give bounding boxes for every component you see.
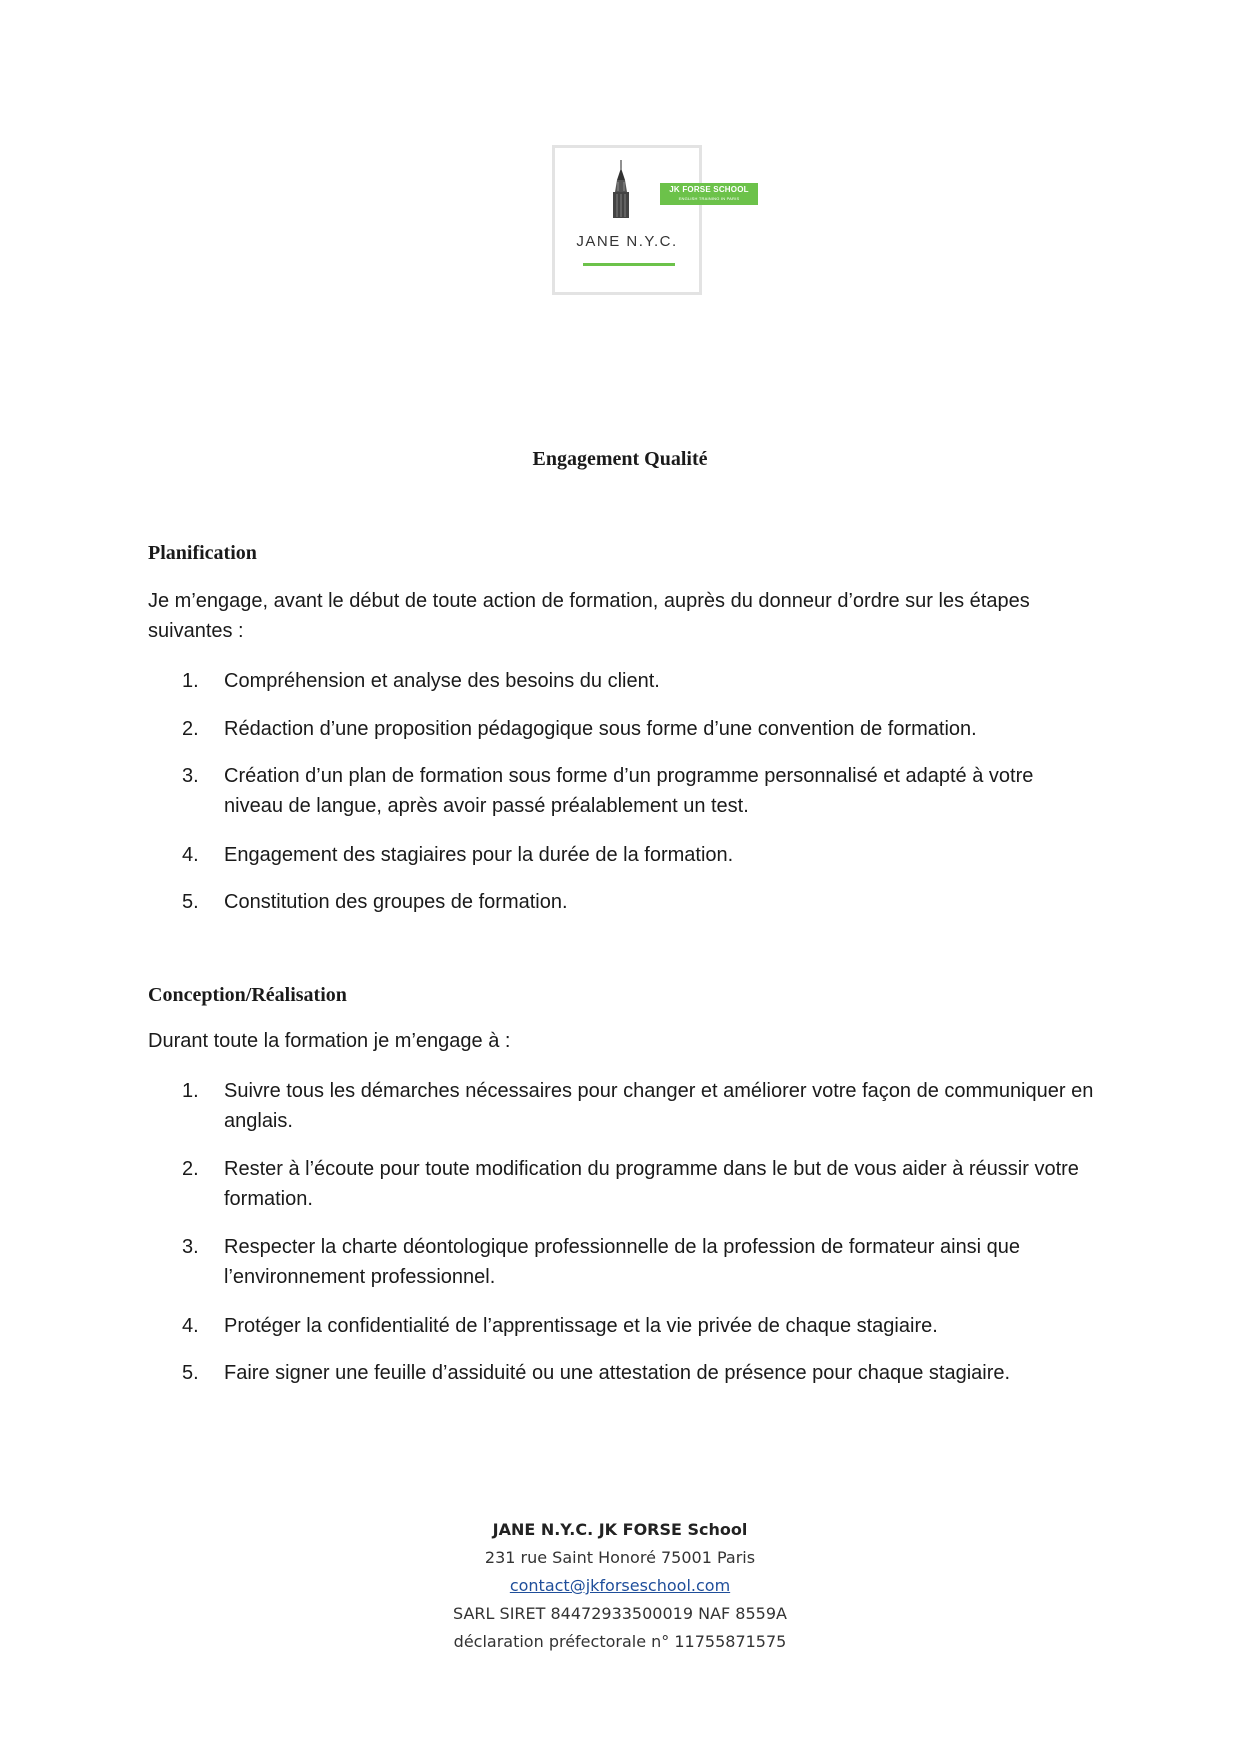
list-item-text: Faire signer une feuille d’assiduité ou une attestation de présence pour chaque stagiaire.	[224, 1362, 1011, 1384]
list-item-number: 5.	[182, 891, 199, 913]
list-item-text: Constitution des groupes de formation.	[224, 891, 568, 913]
logo-badge-sub: ENGLISH TRAINING IN PARIS	[678, 196, 740, 201]
list-item-text: Compréhension et analyse des besoins du client.	[224, 670, 660, 692]
footer-declaration: déclaration préfectorale n° 11755871575	[453, 1632, 787, 1651]
list-item-text: Respecter la charte déontologique professionnelle de la profession de formateur ainsi que l’environnement professionnel.	[224, 1236, 1021, 1288]
list-item-text: Engagement des stagiaires pour la durée de la formation.	[224, 844, 734, 866]
list-item-number: 2.	[182, 718, 199, 740]
list-item-number: 1.	[182, 1080, 199, 1102]
logo-badge	[660, 183, 758, 205]
company-logo	[552, 145, 749, 295]
list-item-number: 1.	[182, 670, 199, 692]
logo-underline	[583, 263, 675, 266]
list-item-number: 3.	[182, 765, 199, 787]
section-heading-conception: Conception/Réalisation	[148, 984, 347, 1006]
section-intro-conception: Durant toute la formation je m’engage à :	[148, 1030, 511, 1052]
list-item-text: Protéger la confidentialité de l’apprentissage et la vie privée de chaque stagiaire.	[224, 1315, 938, 1337]
list-item-number: 4.	[182, 844, 199, 866]
building-icon	[608, 160, 634, 218]
footer-org-name: JANE N.Y.C. JK FORSE School	[492, 1520, 748, 1539]
page-title: Engagement Qualité	[532, 448, 708, 470]
list-item-number: 3.	[182, 1236, 199, 1258]
footer-siret: SARL SIRET 84472933500019 NAF 8559A	[453, 1604, 787, 1623]
list-item-number: 4.	[182, 1315, 199, 1337]
section-intro-planification: Je m’engage, avant le début de toute action de formation, auprès du donneur d’ordre sur les étapes suivantes :	[148, 590, 1030, 642]
list-item-number: 5.	[182, 1362, 199, 1384]
list-item-text: Création d’un plan de formation sous forme d’un programme personnalisé et adapté à votre niveau de langue, après avoir passé préalablement un test.	[224, 765, 1034, 817]
footer-address: 231 rue Saint Honoré 75001 Paris	[484, 1548, 756, 1567]
logo-badge-main: JK FORSE SCHOOL	[669, 185, 749, 194]
list-item-text: Rédaction d’une proposition pédagogique sous forme d’une convention de formation.	[224, 718, 977, 740]
section-heading-planification: Planification	[148, 542, 257, 564]
list-item-number: 2.	[182, 1158, 199, 1180]
logo-name: JANE N.Y.C.	[576, 233, 678, 250]
list-item-text: Suivre tous les démarches nécessaires pour changer et améliorer votre façon de communiquer en anglais.	[224, 1080, 1094, 1132]
list-item-text: Rester à l’écoute pour toute modification du programme dans le but de vous aider à réussir votre formation.	[224, 1158, 1079, 1210]
footer-email-link[interactable]: contact@jkforseschool.com	[509, 1576, 731, 1595]
page-footer	[0, 1516, 1240, 1656]
